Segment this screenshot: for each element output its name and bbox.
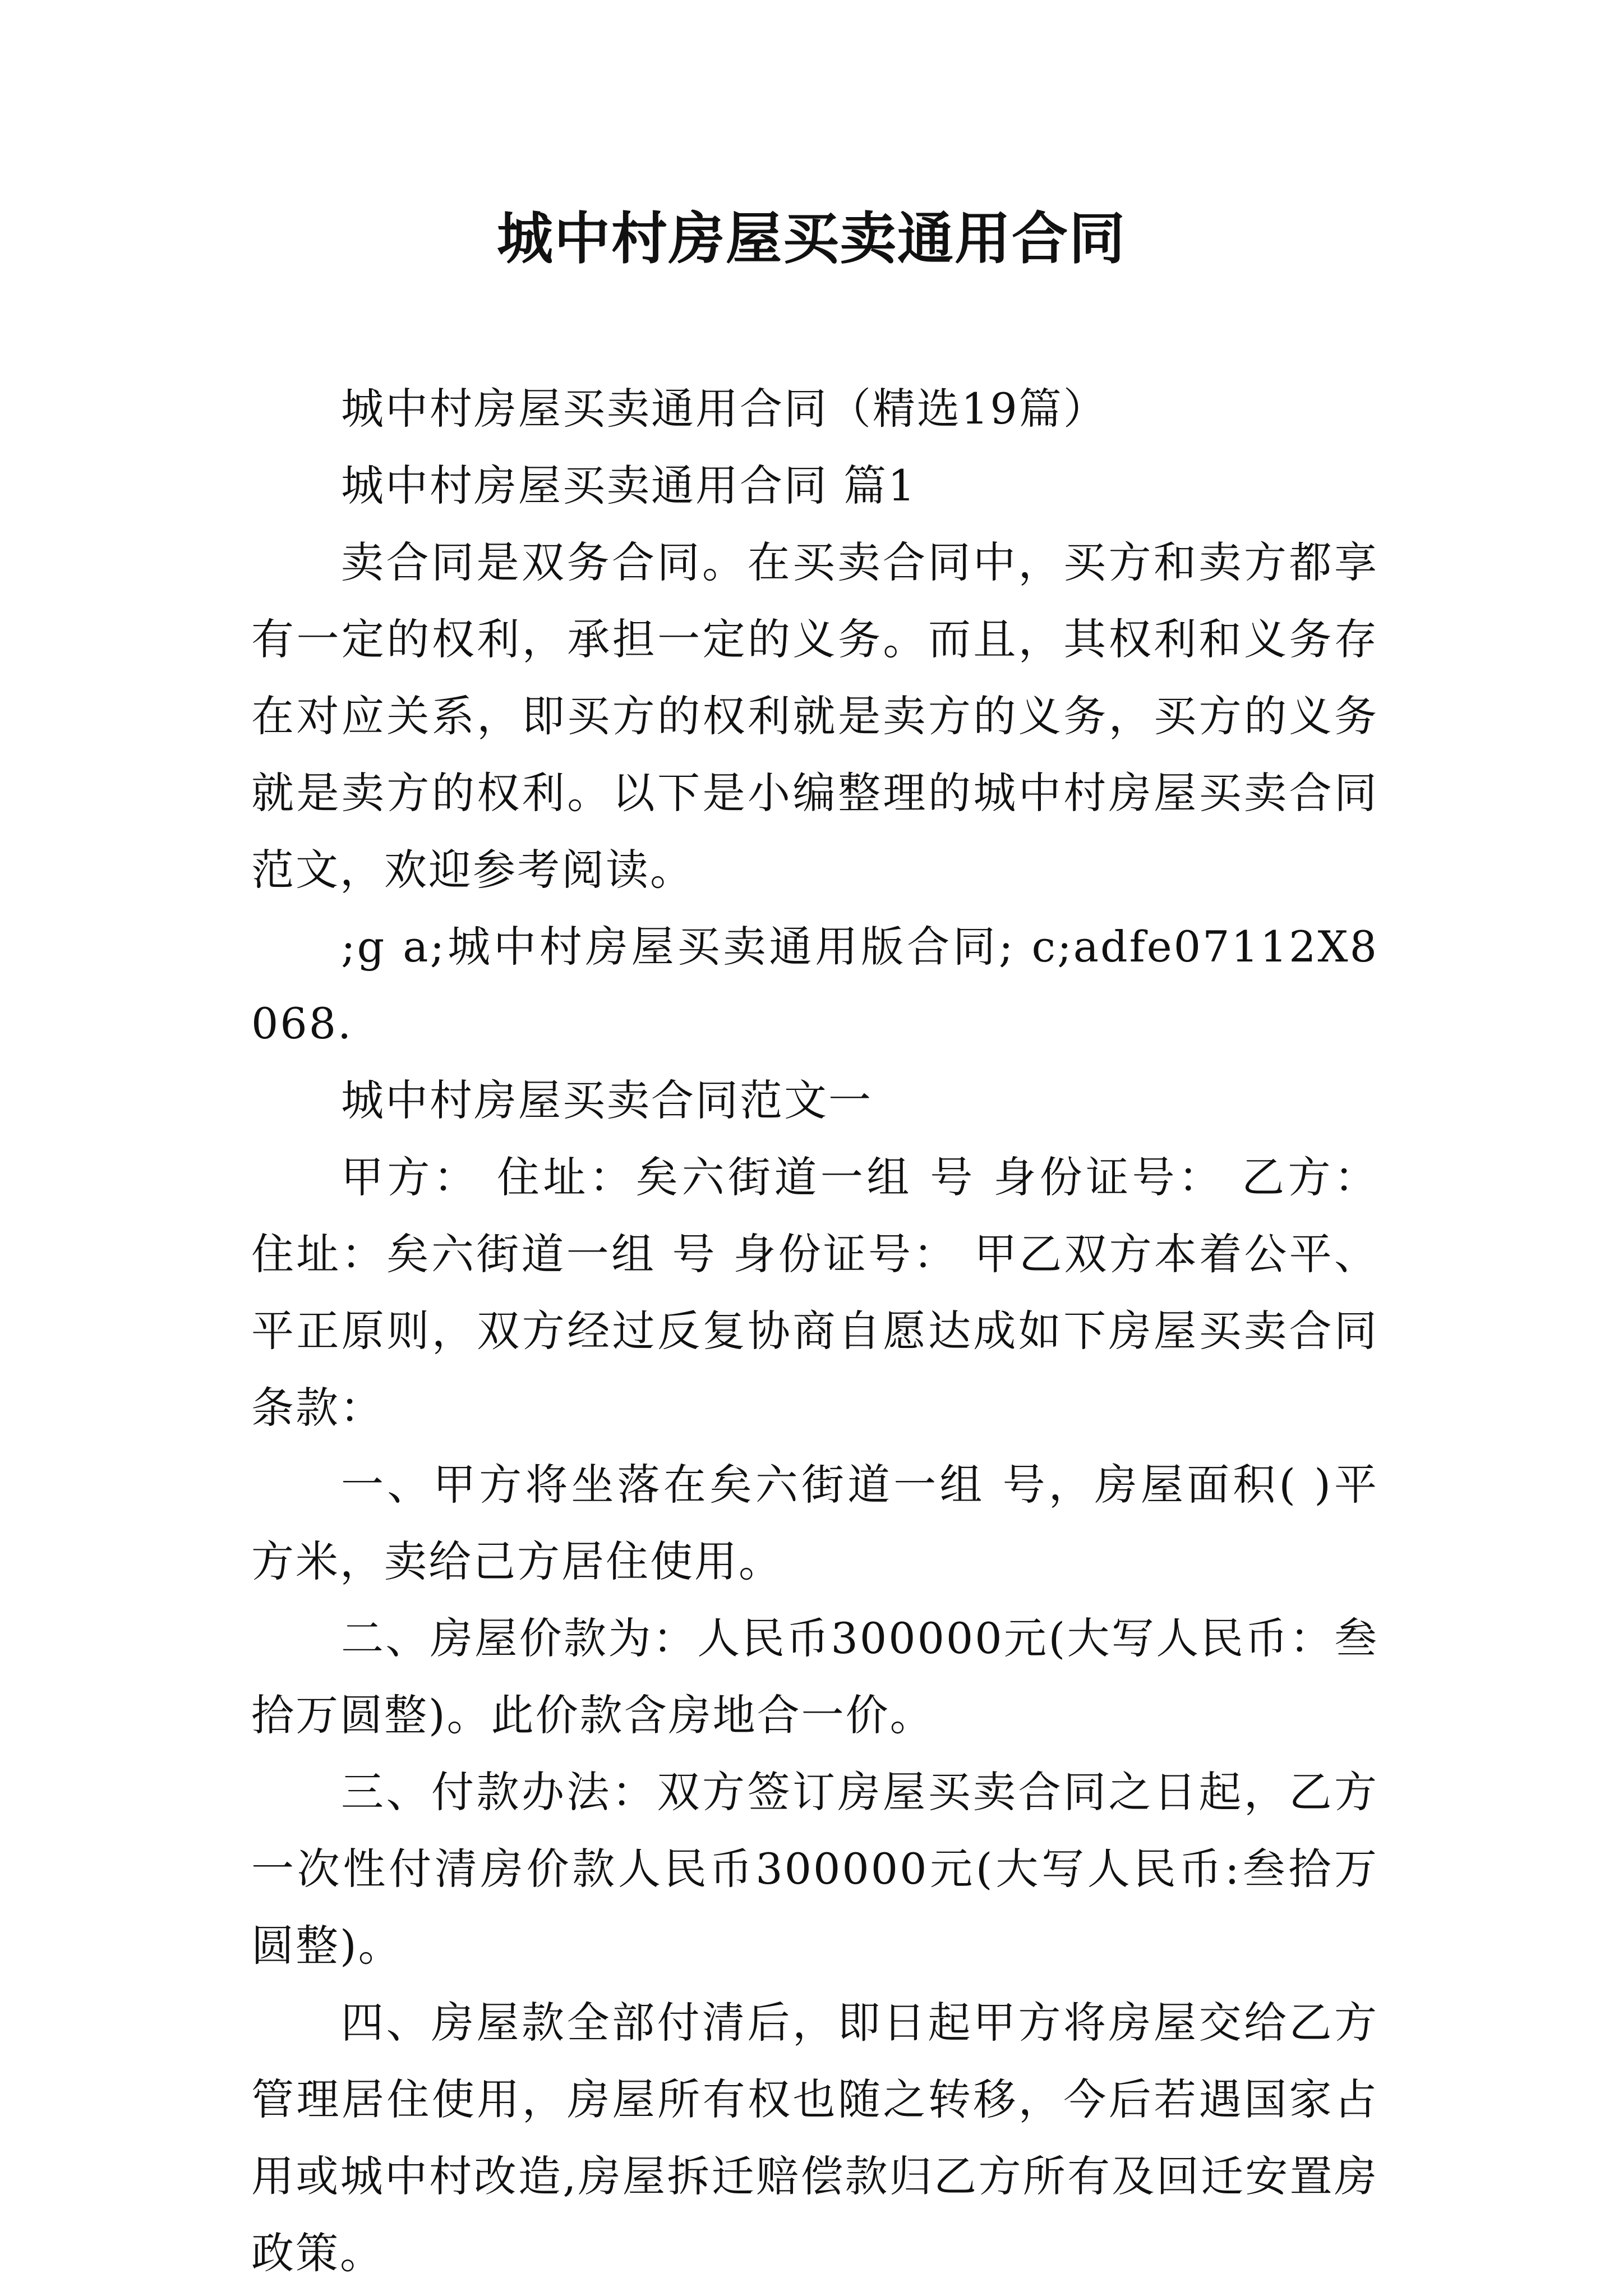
document-body xyxy=(251,370,1378,2292)
paragraph-clause-2: 二、房屋价款为：人民币300000元(大写人民币：叁拾万圆整)。此价款含房地合一价。 xyxy=(251,1613,1378,1740)
document-title: 城中村房屋买卖通用合同 xyxy=(497,205,1126,272)
paragraph-intro: 卖合同是双务合同。在买卖合同中，买方和卖方都享有一定的权利，承担一定的义务。而且，其权利和义务存在对应关系，即买方的权利就是卖方的义务，买方的义务就是卖方的权利。以下是小编整理的城中村房屋买卖合同范文，欢迎参考阅读。 xyxy=(251,537,1378,895)
paragraph-clause-1: 一、甲方将坐落在矣六街道一组 号，房屋面积( )平方米，卖给己方居住使用。 xyxy=(251,1460,1378,1586)
paragraph-parties: 甲方： 住址：矣六街道一组 号 身份证号： 乙方： 住址：矣六街道一组 号 身份证号： 甲乙双方本着公平、平正原则，双方经过反复协商自愿达成如下房屋买卖合同条款： xyxy=(251,1152,1378,1433)
paragraph-sample-heading: 城中村房屋买卖合同范文一 xyxy=(341,1075,873,1125)
paragraph-clause-3: 三、付款办法：双方签订房屋买卖合同之日起，乙方一次性付清房价款人民币300000元(大写人民币:叁拾万圆整)。 xyxy=(251,1767,1378,1971)
paragraph-clause-4: 四、房屋款全部付清后，即日起甲方将房屋交给乙方管理居住使用，房屋所有权也随之转移，今后若遇国家占用或城中村改造,房屋拆迁赔偿款归乙方所有及回迁安置房政策。 xyxy=(251,1998,1378,2278)
paragraph-section-heading: 城中村房屋买卖通用合同 篇1 xyxy=(341,461,917,510)
paragraph-subtitle: 城中村房屋买卖通用合同（精选19篇） xyxy=(341,384,1108,434)
paragraph-code-line: ;g a;城中村房屋买卖通用版合同; c;adfe07112X8068. xyxy=(251,922,1378,1048)
